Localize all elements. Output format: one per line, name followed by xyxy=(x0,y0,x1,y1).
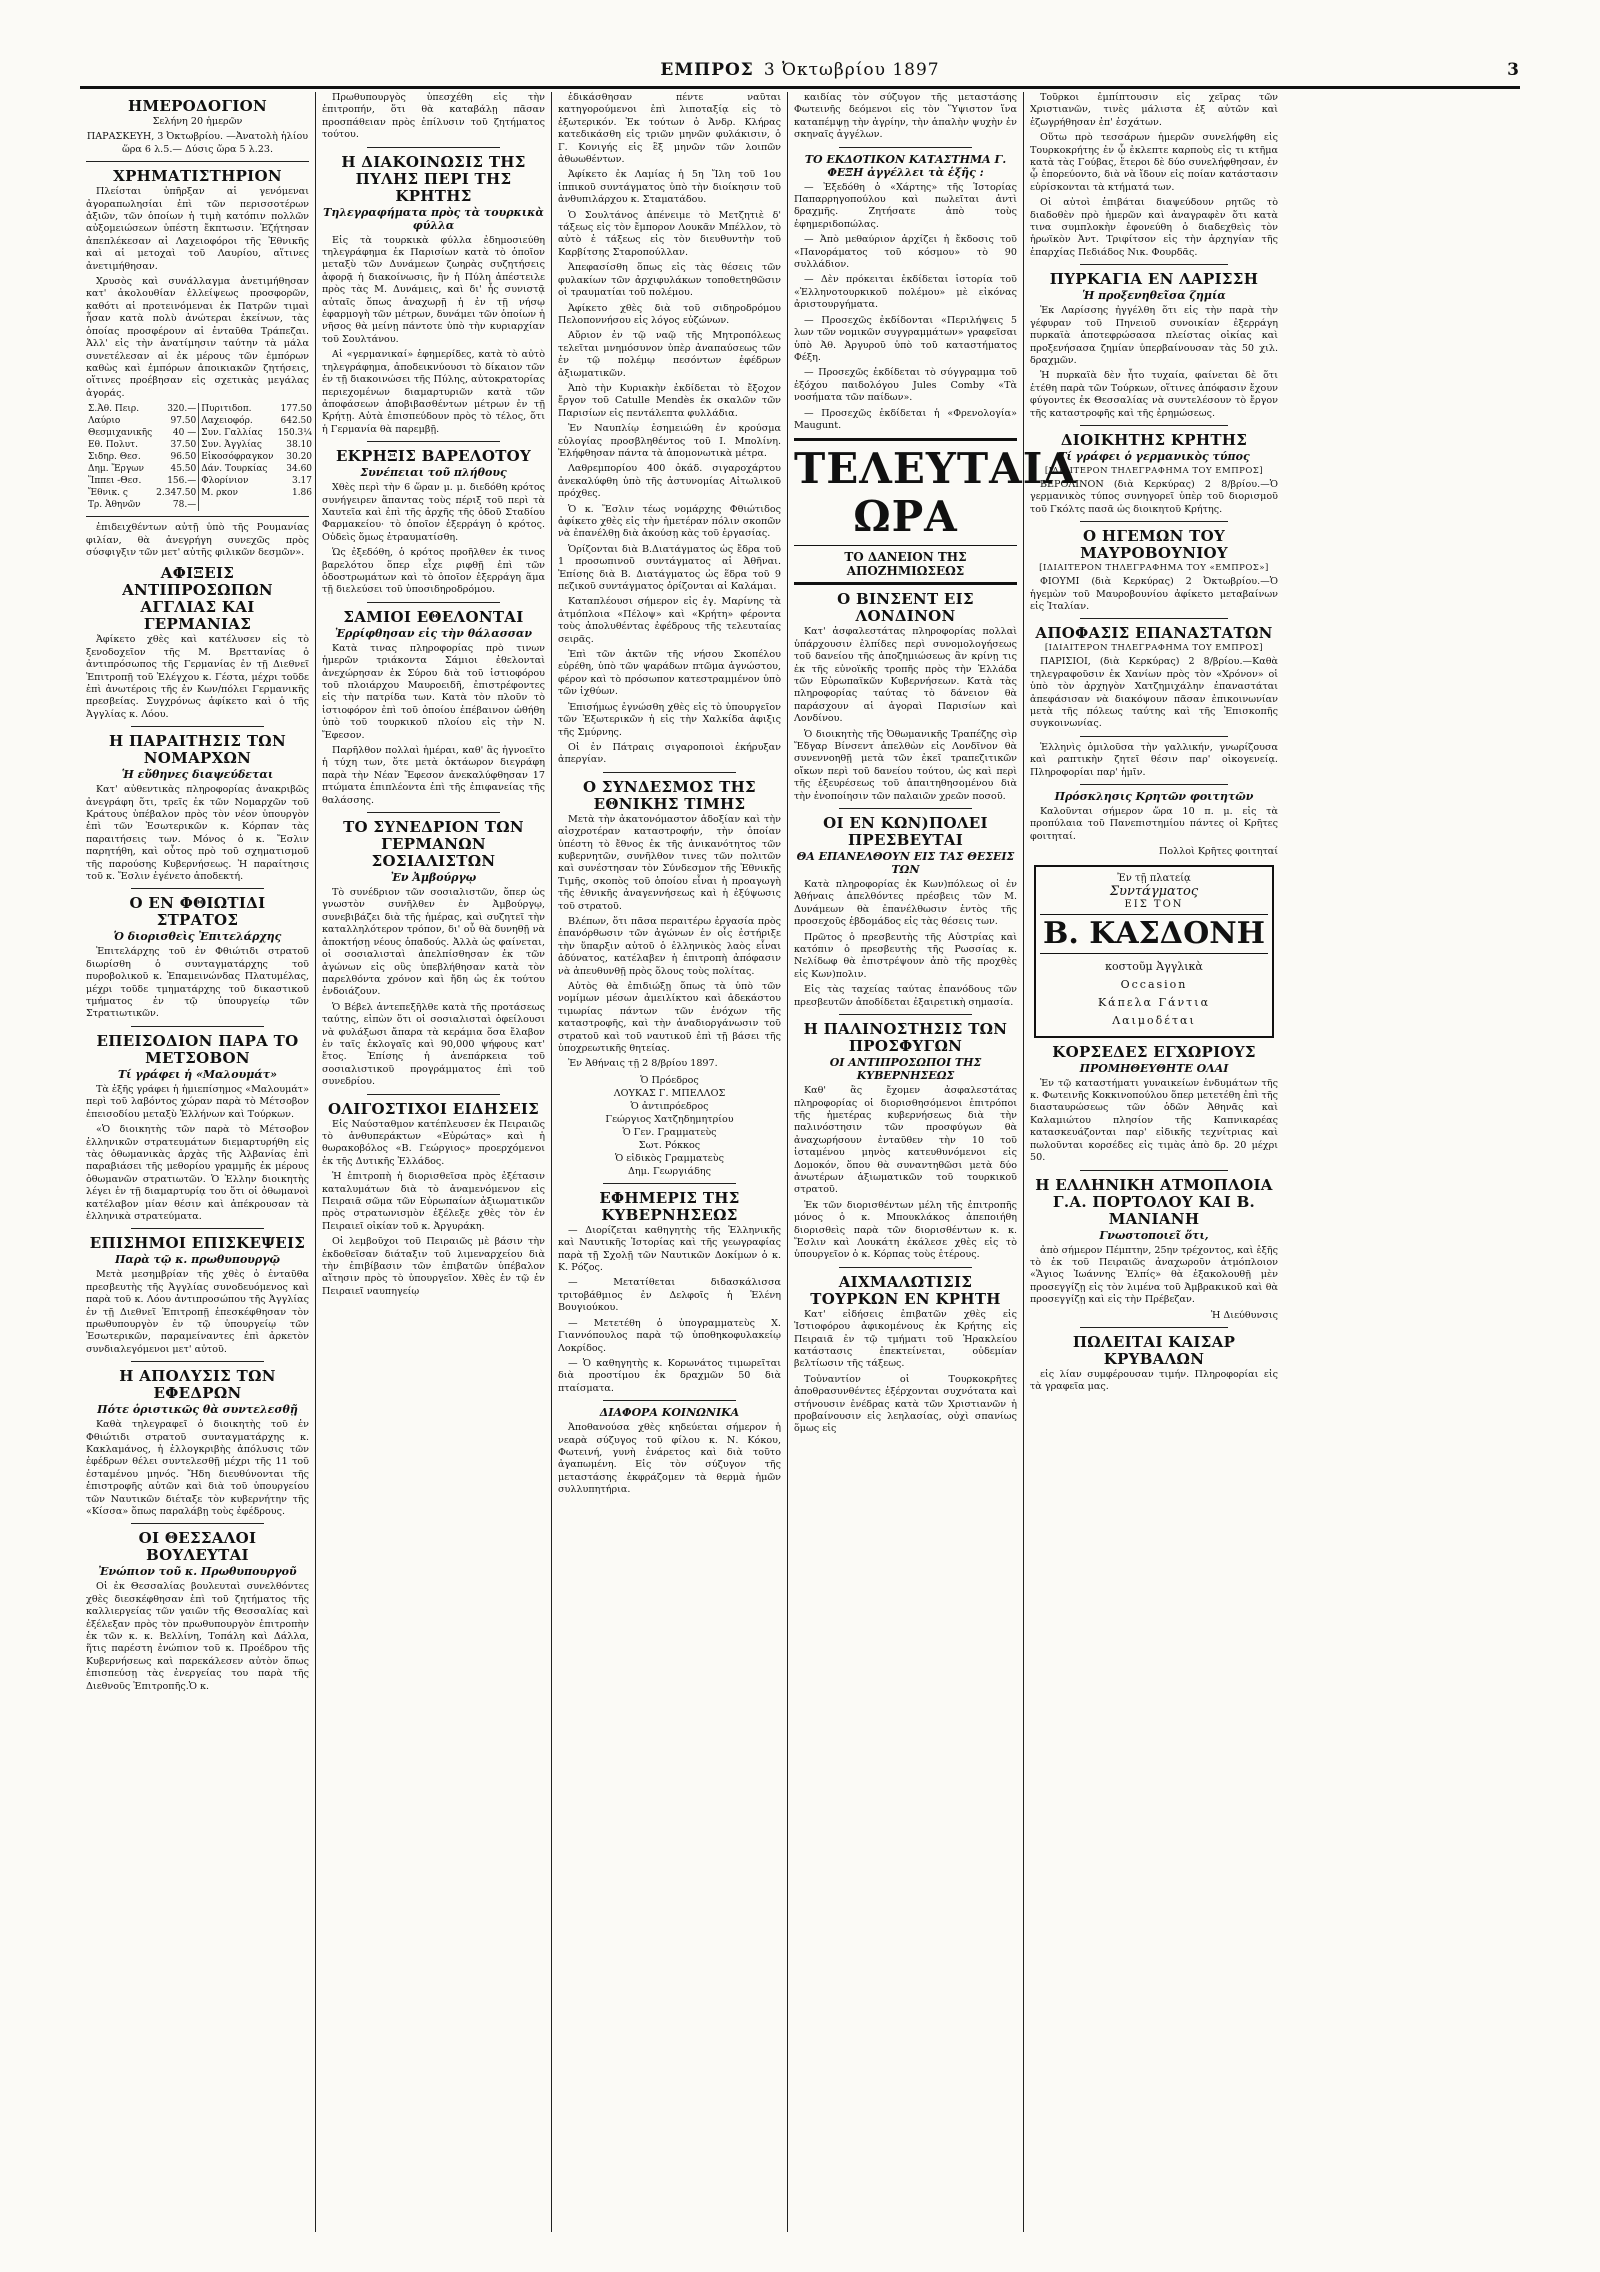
subheadline: Ἡ εὔθηνες διαψεύδεται xyxy=(121,768,274,782)
article-text: Ἀπὸ τὴν Κυριακὴν ἐκδίδεται τὸ ἔξοχον ἔργον τοῦ Catulle Mendès ἐκ σκαλῶν τῶν Παρισίων εἰς πεντάλεπτα φυλλάδια. xyxy=(558,382,781,419)
table-cell: Συν. Ἀγγλίας xyxy=(201,440,262,451)
article-text: Τὰ ἐξῆς γράφει ἡ ἡμιεπίσημος «Μαλουμάτ» περὶ τοῦ λαβόντος χώραν παρὰ τὸ Μέτσοβον ἐπεισοδίου μεταξὺ Ἑλλήνων καὶ Τούρκων. xyxy=(86,1083,309,1120)
table-cell: Τρ. Ἀθηνῶν xyxy=(88,500,141,511)
article-text: Αὐτὸς θὰ ἐπιδιώξῃ ὅπως τὰ ὑπὸ τῶν νομίμων μέσων ἀμειλίκτου καὶ ἀδεκάστου τιμωρίας πάντων τῶν ἐνόχων τῆς καταστροφῆς, καὶ τὴν ἀναδιοργάνωσιν τοῦ στρατοῦ καὶ τοῦ ναυτικοῦ ἐπὶ τῇ βάσει τῆς ὑποχρεωτικῆς θητείας. xyxy=(558,981,781,1055)
table-row xyxy=(86,427,314,439)
article-text: Εἰς τὰς ταχείας ταύτας ἐπανόδους τῶν πρεσβευτῶν ἀποδίδεται ἐξαιρετικὴ σημασία. xyxy=(794,984,1017,1008)
signatory-title: Ὁ ἀντιπρόεδρος xyxy=(630,1100,709,1112)
article-text: Καλοῦνται σήμερον ὥρα 10 π. μ. εἰς τὰ προπύλαια τοῦ Πανεπιστημίου πάντες οἱ Κρῆτες φοιτηταί. xyxy=(1030,806,1278,842)
article-text: Ὁρίζονται διὰ Β.Διατάγματος ὡς ἔδρα τοῦ 1 προσωπινοῦ συντάγματος αἱ Ἀθῆναι. Ἐπίσης διὰ Β. Διατάγματος ὡς ἕδρα τοῦ 9 πεζικοῦ συντάγματος ὁρίζονται αἱ Καλάμαι. xyxy=(558,543,781,593)
article-text: — Προσεχῶς ἐκδίδεται τὸ σύγγραμμα τοῦ ἐξόχου παιδολόγου Jules Comby «Τὰ νοσήματα τῶν παίδων». xyxy=(794,367,1017,404)
article-text: ΒΕΡΟΛΙΝΟΝ (διὰ Κερκύρας) 2 8/βρίου.—Ὁ γερμανικὸς τύπος συνηγορεῖ ὑπὲρ τοῦ διορισμοῦ τοῦ Γκόλτς πασᾶ ὡς διοικητοῦ Κρήτης. xyxy=(1030,478,1278,515)
issue-date: 3 Ὀκτωβρίου 1897 xyxy=(763,60,940,80)
masthead-rule xyxy=(80,86,1520,89)
article-text: Κατ' αὐθεντικὰς πληροφορίας ἀνακριβῶς ἀνεγράφη ὅτι, τρεῖς ἐκ τῶν Νομαρχῶν τοῦ Κράτους ὑπέβαλον πρὸς τὸν νέον ὑπουργὸν ἐπὶ τῶν Ἐσωτερικῶν κ. Κόρπαν τὰς παραιτήσεις των. Μόνος ὁ κ. Ἔσλιν παρητήθη, καὶ οὗτος πρὸ τοῦ σχηματισμοῦ τῆς παρούσης Κυβερνήσεως. Ἡ παραίτησις τοῦ κ. Ἔσλιν ἐγένετο ἀποδεκτή. xyxy=(86,784,309,883)
headline: ΠΩΛΕΙΤΑΙ ΚΑΙΣΑΡ ΚΡΥΒΑΛΩΝ xyxy=(1072,1332,1236,1368)
table-cell: 40 — xyxy=(154,427,199,439)
article-text: Αἱ «γερμανικαί» ἐφημερίδες, κατὰ τὸ αὐτὸ τηλεγράφημα, ἀποδεικνύουσι τὸ δίκαιον τῶν ἐν τῇ διακοινώσει τῆς Πύλης, αὐτοκρατορίας περιεχομένων διαμαρτυριῶν κατὰ τῶν ἀποφάσεων ἀποβιβασθέντων μέτρων ἐν τῇ Κρήτῃ. Αὐτὰ ἐπισπεύδουν πρὸς τὸ τέλος, ὅτι ἡ Γερμανία θὰ παρεμβῇ. xyxy=(322,349,545,435)
table-cell: Δημ. Ἔργων xyxy=(88,464,145,475)
article-text: Ἡ πυρκαϊὰ δὲν ἦτο τυχαία, φαίνεται δὲ ὅτι ἐτέθη παρὰ τῶν Τούρκων, οἵτινες ἀπόφασιν ἔχουν φύγοντες ἐκ Θεσσαλίας νὰ συντελέσουν τὸ ἔργον τῆς καταστροφῆς καὶ τῆς ἐρημώσεως. xyxy=(1030,370,1278,419)
article-text: Τοὐναντίον οἱ Τουρκοκρῆτες ἀποθρασυνθέντες ἐξέρχονται συχνότατα καὶ στήνουσιν ἐνέδρας κατὰ τῶν Χριστιανῶν ἡ προβαίνουσιν εἰς λεηλασίας, οὐχὶ σπανίως ὅμως εἰς xyxy=(794,1373,1017,1435)
divider xyxy=(1080,425,1229,426)
divider xyxy=(86,161,309,162)
article-text: Κατ' ἀσφαλεστάτας πληροφορίας πολλαὶ ὑπάρχουσιν ἐλπίδες περὶ συνομολογήσεως τοῦ δανείου τῆς ἀποζημιώσεως ἂν κρίνῃ τις ἐκ τῆς εὐνοϊκῆς τροπῆς πρὸς τὴν Ἑλλάδα τῶν Εὐρωπαϊκῶν Κυβερνήσεων. Κατὰ τὰς πληροφορίας ταύτας τὸ δάνειον θὰ παράσχουν αἱ ἀγοραὶ Παρισίων καὶ Λονδίνου. xyxy=(794,626,1017,725)
article-text: — Ὁ καθηγητὴς κ. Κορωνάτος τιμωρεῖται διὰ προστίμου ἐκ δραχμῶν 50 διὰ πταίσματα. xyxy=(558,1357,781,1394)
article-text: Ὡς ἐξεδόθη, ὁ κρότος προῆλθεν ἐκ τινος βαρελότου ὅπερ εἶχε ριφθῇ ἐπὶ τῶν ὀδοστρωμάτων καὶ τὸ ὁποῖον ἐξερράγη ἅμα τῇ διελεύσει τοῦ ὑποσιδηροδρόμου. xyxy=(322,547,545,596)
signatory-title: Ὁ εἰδικὸς Γραμματεὺς xyxy=(615,1152,724,1164)
article-text: Ἐν τῷ καταστήματι γυναικείων ἐνδυμάτων τῆς κ. Φωτεινῆς Κοκκινοπούλου ὅπερ μετετέθη ἐπὶ τῆς διασταυρώσεως τῶν ὁδῶν Ἀθηνᾶς καὶ Καλαμιώτου πλησίον τῆς Καπνικαρέας κατασκευάζονται παρ' εἰδικῆς τεχνίτριας καὶ πωλοῦνται κορσέδες εἰς τιμὰς ἀπὸ δρ. 20 μέχρι 50. xyxy=(1030,1077,1278,1164)
article-signature: Πολλοὶ Κρῆτες φοιτηταί xyxy=(1158,846,1278,858)
divider xyxy=(1080,1170,1229,1171)
divider xyxy=(603,1400,737,1401)
article-text: Τοῦρκοι ἐμπίπτουσιν εἰς χεῖρας τῶν Χριστιανῶν, τινὲς μάλιστα ἐξ αὐτῶν καὶ ἐζωγρήθησαν ἐπ' ἐσχάτων. xyxy=(1030,92,1278,128)
headline: ΟΙ ΘΕΣΣΑΛΟΙ ΒΟΥΛΕΥΤΑΙ xyxy=(138,1529,257,1565)
ad-line: Ἐν τῇ πλατείᾳ xyxy=(1117,872,1191,884)
subheadline: ΘΑ ΕΠΑΝΕΛΘΟΥΝ ΕΙΣ ΤΑΣ ΘΕΣΕΙΣ ΤΩΝ xyxy=(796,850,1015,877)
article-text: Ἀφίκετο ἐκ Λαμίας ἡ 5η Ἴλη τοῦ 1ου ἱππικοῦ συντάγματος ὑπὸ τὴν διοίκησιν τοῦ ἀνθυπιλάρχου κ. Σταματάδου. xyxy=(558,169,781,206)
headline: ΑΙΧΜΑΛΩΤΙΣΙΣ ΤΟΥΡΚΩΝ ΕΝ ΚΡΗΤΗ xyxy=(810,1272,1001,1308)
headline: Η ΔΙΑΚΟΙΝΩΣΙΣ ΤΗΣ ΠΥΛΗΣ ΠΕΡΙ ΤΗΣ ΚΡΗΤΗΣ xyxy=(341,152,526,205)
table-cell: Εἰκοσόφραγκον xyxy=(201,452,274,463)
column-3 xyxy=(552,92,788,2232)
headline: Η ΑΠΟΛΥΣΙΣ ΤΩΝ ΕΦΕΔΡΩΝ xyxy=(119,1367,276,1403)
subheadline: Συνέπειαι τοῦ πλήθους xyxy=(360,466,507,480)
divider xyxy=(367,1094,501,1095)
moon-line: Σελήνη 20 ἡμερῶν xyxy=(152,116,243,127)
headline: Η ΕΛΛΗΝΙΚΗ ΑΤΜΟΠΛΟΙΑ Γ.Α. ΠΟΡΤΟΛΟΥ ΚΑΙ Β. ΜΑΝΙΑΝΗ xyxy=(1035,1175,1273,1228)
article-text: Ἀφίκετο χθὲς διὰ τοῦ σιδηροδρόμου Πελοποννήσου εἰς λόγος εὐζώνων. xyxy=(558,302,781,326)
table-cell: Πυριτιδοπ. xyxy=(201,404,252,415)
table-cell: Σ.Ἀθ. Πειρ. xyxy=(88,404,140,415)
subheadline: Ὁ διορισθεὶς Ἐπιτελάρχης xyxy=(113,930,282,944)
headline: Η ΠΑΛΙΝΟΣΤΗΣΙΣ ΤΩΝ ΠΡΟΣΦΥΓΩΝ xyxy=(803,1020,1008,1056)
table-cell: Εθ. Πολυτ. xyxy=(88,440,138,451)
classified-text: Ἑλληνὶς ὁμιλοῦσα τὴν γαλλικήν, γνωρίζουσα καὶ ραπτικὴν ζητεῖ θέσιν παρ' οἰκογενείᾳ. Πληροφορίαι παρ' ἡμῖν. xyxy=(1030,741,1278,778)
article-text: ΠΑΡΙΣΙΟΙ, (διὰ Κερκύρας) 2 8/βρίου.—Καθὰ τηλεγραφοῦσιν ἐκ Χανίων πρὸς τὸν «Χρόνον» οἱ ὑπὸ τὸν ἀρχηγὸν Χατζημιχάλην ἐπαναστάται ἀπεφάσισαν νὰ διακόψουν πᾶσαν ἐπικοινωνίαν μετὰ τῆς πόλεως ταύτης καὶ τῆς Ἐπισκοπῆς συγκοινωνίας. xyxy=(1030,656,1278,730)
headline: ΑΦΙΞΕΙΣ ΑΝΤΙΠΡΟΣΩΠΩΝ ΑΓΓΛΙΑΣ ΚΑΙ ΓΕΡΜΑΝΙΑΣ xyxy=(122,564,273,634)
table-cell: 3.17 xyxy=(291,476,313,487)
article-text: Χθὲς περὶ τὴν 6 ὥραν μ. μ. διεδόθη κρότος συνήγειρεν ἅπαντας τοὺς πέριξ τοῦ περὶ τὰ Χαυτεῖα καὶ ἐπὶ τῆς ἀρχῆς τῆς ὁδοῦ Σταδίου Φαρμακείου· τὸ ὁποῖον ἐξερράγη ὁ κρότος. Οὐδεὶς ὅμως ἐτραυματίσθη. xyxy=(322,482,545,543)
divider xyxy=(839,147,973,148)
subheadline: Τηλεγραφήματα πρὸς τὰ τουρκικὰ φύλλα xyxy=(323,205,544,232)
headline: Ο ΣΥΝΔΕΣΜΟΣ ΤΗΣ ΕΘΝΙΚΗΣ ΤΙΜΗΣ xyxy=(583,777,756,813)
signatories xyxy=(558,1074,781,1178)
subheadline: ΟΙ ΑΝΤΙΠΡΟΣΩΠΟΙ ΤΗΣ ΚΥΒΕΡΝΗΣΕΩΣ xyxy=(829,1056,982,1083)
subheadline: ΤΟ ΕΚΔΟΤΙΚΟΝ ΚΑΤΑΣΤΗΜΑ Γ. ΦΕΞΗ ἀγγέλλει τὰ ἑξῆς : xyxy=(804,152,1007,179)
article-text: Πρωθυπουργὸς ὑπεσχέθη εἰς τὴν ἐπιτροπήν, ὅτι θὰ καταβάλῃ πᾶσαν προσπάθειαν πρὸς ἐπίλυσιν τοῦ ζητήματος τούτου. xyxy=(322,92,545,141)
column-1 xyxy=(80,92,316,2232)
headline: ΕΚΡΗΞΙΣ ΒΑΡΕΛΟΤΟΥ xyxy=(335,447,532,466)
table-cell: Ἵππει -Θεσ. xyxy=(88,476,142,487)
article-text: Καθ' ἃς ἔχομεν ἀσφαλεστάτας πληροφορίας οἱ διορισθησόμενοι ἐπιτρόποι τῆς ἡμετέρας κυβερνήσεως διὰ τὴν παλινόστησιν τῶν προσφύγων θὰ ἀναχωρήσουν ἐνταῦθεν τὴν 10 τοῦ ἱσταμένου μηνὸς κατευθυνόμενοι εἰς Δομοκόν, ὅπου θὰ συναντηθῶσι μετὰ δύο ἀνωτέρων ἀξιωματικῶν τοῦ τουρκικοῦ στρατοῦ. xyxy=(794,1085,1017,1196)
article-text: Εἰς τὰ τουρκικὰ φύλλα ἐδημοσιεύθη τηλεγράφημα ἐκ Παρισίων κατὰ τὸ ὁποῖον μεταξὺ τῶν Δυνάμεων ζωηρὰς συζητήσεις ἀφορᾷ ἡ διακοίνωσις, ἣν ἡ Πύλη ἀπέστειλε πρὸς τὰς Μ. Δυνάμεις, καὶ δι' ἧς συνιστᾷ αὐταῖς ὅπως ἀναχωρῇ ἡ ἐν τῇ νήσῳ ἐφαρμογὴ τῶν μέτρων, δυνάμει τῶν ὁποίων ἡ νῆσος θὰ μείνῃ πάντοτε ὑπὸ τὴν κυριαρχίαν τοῦ Σουλτάνου. xyxy=(322,234,545,345)
table-cell: 156.— xyxy=(154,475,199,487)
article-text: Ὁ κ. Ἔσλιν τέως νομάρχης Φθιώτιδος ἀφίκετο χθὲς εἰς τὴν ἡμετέραν πόλιν σκοπῶν νὰ ἐπανέλθῃ διὰ ἀκούσῃ κὰς τοῦ ἐργασίας. xyxy=(558,503,781,540)
article-text: Κατὰ πληροφορίας ἐκ Κων)πόλεως οἱ ἐν Ἀθήναις ἀπελθόντες πρέσβεις τῶν Μ. Δυνάμεων θὰ ἐπανέλθωσιν ἐντὸς τῆς προσεχοῦς ἑβδομάδος εἰς τὰς θέσεις των. xyxy=(794,879,1017,928)
article-text: εἰς λίαν συμφέρουσαν τιμήν. Πληροφορίαι εἰς τὰ γραφεῖα μας. xyxy=(1030,1368,1278,1393)
divider xyxy=(131,1361,265,1362)
divider xyxy=(1080,736,1229,737)
divider xyxy=(131,888,265,889)
divider xyxy=(367,602,501,603)
table-cell: 78.— xyxy=(154,499,199,511)
kasdonis-advertisement xyxy=(1034,865,1274,1038)
table-cell: 97.50 xyxy=(154,415,199,427)
headline: Ο ΗΓΕΜΩΝ ΤΟΥ ΜΑΥΡΟΒΟΥΝΙΟΥ xyxy=(1080,527,1228,563)
article-text: Πλείσται ὑπῆρξαν αἱ γενόμεναι ἀγοραπωλησίαι ἐπὶ τῶν περισσοτέρων ἀξιῶν, τῶν ὁποίων ἡ τιμὴ κατόπιν πολλῶν αὐξομειώσεων ὑπέστη ἔκπτωσιν. Ἐζήτησαν ἀπεπλέκεσαν αἱ Λαχειοφόροι τῆς Ἐθνικῆς καὶ αἱ μετοχαὶ τοῦ Λαυρίου, αἵτινες ἀνετιμήθησαν. xyxy=(86,186,309,272)
signatory-title: Ὁ Γεν. Γραμματεὺς xyxy=(622,1126,717,1138)
divider xyxy=(1080,784,1229,785)
divider xyxy=(1080,521,1229,522)
table-cell: 45.50 xyxy=(154,463,199,475)
divider xyxy=(86,516,309,517)
telegram-label: [ΙΔΙΑΙΤΕΡΟΝ ΤΗΛΕΓΡΑΦΗΜΑ ΤΟΥ ΕΜΠΡΟΣ] xyxy=(1044,643,1264,654)
divider xyxy=(1080,618,1229,619)
headline: ΑΠΟΦΑΣΙΣ ΕΠΑΝΑΣΤΑΤΩΝ xyxy=(1035,624,1273,643)
signatory-title: Ὁ Πρόεδρος xyxy=(640,1074,699,1086)
telegram-label: [ΙΔΙΑΙΤΕΡΟΝ ΤΗΛΕΓΡΑΦΗΜΑ ΤΟΥ ΕΜΠΡΟΣ] xyxy=(1044,465,1264,476)
signatory-name: Δημ. Γεωργιάδης xyxy=(628,1165,711,1177)
headline: Ο ΒΙΝΣΕΝΤ ΕΙΣ ΛΟΝΔΙΝΟΝ xyxy=(837,590,974,626)
article-text: Τὸ συνέδριον τῶν σοσιαλιστῶν, ὅπερ ὡς γνωστὸν συνῆλθεν ἐν Ἀμβούργῳ, συνεβιβάζει διὰ τῆς ἡμέρας, καὶ συζητεῖ τὴν καταλληλότερον τρόπον, δι' οὗ θὰ δυνηθῇ νὰ ἀποκτήσῃ νέους ὀπαδούς. Ἀλλὰ ὡς φαίνεται, οἱ σοσιαλισταὶ ἀπελπίσθησαν ἐκ τῶν ἀγώνων εἰς οὓς ὑπεβλήθησαν κατὰ τὸν παρελθόντα χρόνον καὶ ἤδη ὡς ἐκ τούτου ἐνδοιάζουν. xyxy=(322,887,545,998)
divider xyxy=(839,1014,973,1015)
article-text: Ἡ ἐπιτροπὴ ἡ διορισθεῖσα πρὸς ἐξέτασιν καταλυμάτων διὰ τὸ ἀναμενόμενον εἰς Πειραιᾶ σῶμα τῶν Εὐρωπαίων ἀξιωματικῶν πρὸς στρατωνισμὸν ἐξέλεξε χθὲς τὸν ἐν Πειραιεῖ οἰκίαν τοῦ κ. Ἀργυράκη. xyxy=(322,1171,545,1232)
ad-line: Λαιμοδέται xyxy=(1112,1013,1196,1027)
article-text: «Ὁ διοικητὴς τῶν παρὰ τὸ Μέτσοβον ἑλληνικῶν στρατευμάτων διεμαρτυρήθη εἰς τὰς ὀθωμανικὰς ἀρχὰς τῆς Ἀλβανίας ἐπὶ παραβιάσει τῆς μεθορίου γραμμῆς ἐκ μέρους ὀθωμανῶν στρατιωτῶν. Ὁ Ἑλλην διοικητὴς λέγει ἐν τῇ διαμαρτυρίᾳ του ὅτι οἱ ὀθωμανοὶ κατέλαβον μίαν θέσιν καὶ ἀπέκρουσαν τὰ ἑλληνικὰ στρατεύματα. xyxy=(86,1124,309,1222)
divider xyxy=(1080,264,1229,265)
ad-line: Κάπελα Γάντια xyxy=(1097,995,1211,1009)
table-cell: 150.3¼ xyxy=(277,428,313,439)
article-text: Ἐπισήμως ἐγνώσθη χθὲς εἰς τὸ ὑπουργεῖον τῶν Ἐξωτερικῶν ἡ εἰς τὴν Χαλκίδα ἀφιξις τῆς Σμύρνης. xyxy=(558,701,781,738)
stock-exchange-heading: ΧΡΗΜΑΤΙΣΤΗΡΙΟΝ xyxy=(113,167,282,186)
subheadline: Γνωστοποιεῖ ὅτι, xyxy=(1099,1228,1209,1242)
subheadline: Ἐν Ἀμβούργῳ xyxy=(390,871,477,885)
article-signature: Ἡ Διεύθυνσις xyxy=(1210,1309,1278,1321)
article-text: καιδίας τὸν σύζυγον τῆς μεταστάσης Φωτεινῆς δεόμενοι εἰς τὸν Ὕψιστον ἵνα καταπέμψῃ τὴν ἀγρίην, τὴν ἁπαλὴν ψυχὴν ἐν σκηναῖς ἀγγέλων. xyxy=(794,92,1017,141)
signatory-name: Γεώργιος Χατζηδημητρίου xyxy=(605,1113,734,1125)
article-text: — Μετατίθεται διδασκάλισσα τριτοβάθμιος ἐν Δελφοῖς ἡ Ἑλένη Βουγιούκου. xyxy=(558,1277,781,1314)
table-cell: Ἔθνικ. ς xyxy=(88,488,128,499)
article-text: Οἱ αὐτοὶ ἐπιβάται διαψεύδουν ρητῶς τὸ διαδοθὲν πρὸ ἡμερῶν καὶ ἀναγραφὲν ὅτι κατὰ τινα συμπλοκὴν ἐφονεύθη ὁ διαδεχθεὶς τὸν ἡρωϊκὸν Ἀντ. Τριφίτσον εἰς τὴν ἀρχηγίαν τῆς ἐπαρχίας Πεδιάδος Νικ. Φουρδᾶς. xyxy=(1030,197,1278,258)
subheadline: Πότε ὁριστικῶς θὰ συντελεσθῇ xyxy=(97,1403,298,1417)
divider xyxy=(367,147,501,148)
article-text: Ἐπιτελάρχης τοῦ ἐν Φθιώτιδι στρατοῦ διωρίσθη ὁ συνταγματάρχης τοῦ πυροβολικοῦ κ. Ἐπαμεινώνδας Πλατυμέλας, μέχρι τοῦδε τμηματάρχης τοῦ δικαστικοῦ τμήματος ἐν τῷ ὑπουργείῳ τῶν Στρατιωτικῶν. xyxy=(86,946,309,1020)
article-text: Ἀπεφασίσθη ὅπως εἰς τὰς θέσεις τῶν φυλακίων τῶν ἀρχιφυλάκων τοποθετηθῶσιν οἱ τραυματίαι τοῦ πολέμου. xyxy=(558,262,781,299)
table-cell: 30.20 xyxy=(286,452,313,463)
banner-subtitle: ΤΟ ΔΑΝΕΙΟΝ ΤΗΣ ΑΠΟΖΗΜΙΩΣΕΩΣ xyxy=(794,545,1017,578)
article-text: ἀπὸ σήμερον Πέμπτην, 25ην τρέχοντος, καὶ ἑξῆς τὸ ἐκ τοῦ Πειραιῶς ἀναχωροῦν ἀτμόπλοιον «Ἅγιος Ἰωάννης Ἐλπίς» θὰ ἐξακολουθῇ μὲν προσεγγίζῃ εἰς τὸν λιμένα τοῦ Ἀμβρακικοῦ καὶ θὰ προσεγγίζῃ καὶ εἰς τὴν Πρέβεζαν. xyxy=(1030,1244,1278,1306)
article-text: Οὕτω πρὸ τεσσάρων ἡμερῶν συνελήφθη εἰς Τουρκοκρήτης ἐν ᾧ ἐκλεπτε καρποὺς εἰς τι κτῆμα κατὰ τὰς Γούβας, ἕτεροι δὲ δύο συνελήφθησαν, ἐν ᾧ ἐπορεύοντο, διὰ νὰ ἴδουν εἰς ποίαν κατάστασιν εὑρίσκονται τὰ κτήματά των. xyxy=(1030,132,1278,193)
table-cell: 2.347.50 xyxy=(154,487,199,499)
dateline: Ἐν Ἀθήναις τῇ 2 8/βρίου 1897. xyxy=(568,1058,718,1070)
table-cell: Λαχειοφόρ. xyxy=(201,416,253,427)
article-text: Πρῶτος ὁ πρεσβευτὴς τῆς Αὐστρίας καὶ κατόπιν ὁ πρεσβευτὴς τῆς Ρωσσίας κ. Νελίδωφ θὰ ἐπιστρέψουν ἀπὸ τῆς προχθὲς εἰς Κων)πολιν. xyxy=(794,931,1017,980)
table-cell: 34.60 xyxy=(286,464,313,475)
subheadline: Ἡ προξενηθεῖσα ζημία xyxy=(1082,289,1226,303)
ad-line: Συντάγματος xyxy=(1109,883,1199,899)
table-cell: Συν. Γαλλίας xyxy=(201,428,263,439)
table-cell xyxy=(276,499,315,511)
subheadline: Τί γράφει ἡ «Μαλουμάτ» xyxy=(118,1067,277,1081)
table-cell: 320.— xyxy=(154,403,199,415)
ad-line: κοστοῦμ Ἀγγλικὰ xyxy=(1105,959,1203,973)
article-text: Ἐπὶ τῶν ἀκτῶν τῆς νήσου Σκοπέλου εὑρέθη, ὑπὸ τῶν ψαράδων πτῶμα ἀγνώστου, φέρον καὶ τὸ πρόσωπον κατεστραμμένον ὑπὸ τῶν ἰχθύων. xyxy=(558,649,781,698)
divider xyxy=(603,1183,737,1184)
headline: ΕΠΙΣΗΜΟΙ ΕΠΙΣΚΕΨΕΙΣ xyxy=(89,1234,306,1253)
headline: Η ΠΑΡΑΙΤΗΣΙΣ ΤΩΝ ΝΟΜΑΡΧΩΝ xyxy=(109,732,286,768)
table-cell: 37.50 xyxy=(154,439,199,451)
subheadline: Ἐρρίφθησαν εἰς τὴν θάλασσαν xyxy=(334,626,533,640)
table-row xyxy=(86,439,314,451)
article-text: — Ἀπὸ μεθαύριον ἀρχίζει ἡ ἔκδοσις τοῦ «Πανοράματος τοῦ κόσμου» τὸ 90 συλλάδιον. xyxy=(794,234,1017,271)
article-text: Ἐκ Λαρίσσης ἠγγέλθη ὅτι εἰς τὴν παρὰ τὴν γέφυραν τοῦ Πηνειοῦ συνοικίαν ἐξερράγη πυρκαϊὰ ἀποτεφρώσασα πλείστας οἰκίας καὶ προξενήσασα ζημίαν ὑπερβαίνουσαν τὰς 50 χιλ. δραχμῶν. xyxy=(1030,305,1278,366)
subheadline: ΔΙΑΦΟΡΑ ΚΟΙΝΩΝΙΚΑ xyxy=(599,1406,740,1420)
masthead xyxy=(80,56,1520,84)
table-cell: Φλορίνιον xyxy=(201,476,249,487)
ad-shop-name: Β. ΚΑΣΔΟΝΗ xyxy=(1040,914,1268,954)
column-4 xyxy=(788,92,1077,2232)
column-2 xyxy=(316,92,552,2232)
table-cell: 642.50 xyxy=(280,416,313,427)
table-row xyxy=(86,487,314,499)
headline: ΣΑΜΙΟΙ ΕΘΕΛΟΝΤΑΙ xyxy=(343,607,524,626)
subheadline: ΠΡΟΜΗΘΕΥΘΗΤΕ ΟΛΑΙ xyxy=(1079,1061,1229,1075)
article-text: Ἐκ τῶν διορισθέντων μέλη τῆς ἐπιτροπῆς μόνος ὁ κ. Μπουκλάκος ἀπεποιήθη διορισθεὶς παρὰ τῶν διορισθέντων κ. κ. Ἔσλιν καὶ Λουκάτη ἐκάλεσε χθὲς εἰς τὸ ὑπουργεῖον ὁ κ. Κόρπας τοὺς ἑτέρους. xyxy=(794,1199,1017,1261)
table-cell: 1.86 xyxy=(291,488,313,499)
headline: ΟΛΙΓΟΣΤΙΧΟΙ ΕΙΔΗΣΕΙΣ xyxy=(327,1099,540,1118)
table-cell: Θεσμιχανικῆς xyxy=(88,428,153,439)
divider xyxy=(131,1523,265,1524)
newspaper-name: ΕΜΠΡΟΣ xyxy=(660,60,754,80)
article-text: ἐπιδειχθέντων αὐτῇ ὑπὸ τῆς Ρουμανίας φιλίαν, θὰ ἀνεγρήγη συνεχῶς πρὸς σύσφιγξιν τῶν μετ' αὐτῆς φιλικῶν δεσμῶν». xyxy=(86,522,309,558)
market-table xyxy=(86,403,314,511)
article-text: — Μετετέθη ὁ ὑπογραμματεὺς Χ. Γιαννόπουλος παρὰ τῷ ὑποθηκοφυλακείῳ Λοκρίδος. xyxy=(558,1317,781,1354)
divider xyxy=(839,808,973,809)
subheadline: Πρόσκλησις Κρητῶν φοιτητῶν xyxy=(1054,790,1254,804)
article-text: — Δὲν πρόκειται ἐκδίδεται ἱστορία τοῦ «Ἑλληνοτουρκικοῦ πολέμου» μὲ εἰκόνας ἀριστουργήματα. xyxy=(794,274,1017,311)
article-text: Ὁ Σουλτάνος ἀπένειμε τὸ Μετζητιὲ δ' τάξεως εἰς τὸν ἔμπορον Λουκᾶν Μπέλλον, τὸ αὐτὸ ἐ τάξεως εἰς τὸν διευθυντὴν τοῦ Καρβίτσης Σταροπούλλαν. xyxy=(558,209,781,258)
article-text: Ἐν Ναυπλίῳ ἐσημειώθη ἐν κρούσμα εὐλογίας προσβληθέντος τοῦ Ι. Μπολίνη. Ἐλήφθησαν πάντα τὰ ἀπομονωτικὰ μέτρα. xyxy=(558,423,781,459)
article-text: — Προσεχῶς ἐκδίδονται «Περιλήψεις 5 λων τῶν νομικῶν συγγραμμάτων» γραφεῖσαι ὑπὸ Ἀθ. Ἀργυροῦ ὑπὸ τοῦ καταστήματος Φέξη. xyxy=(794,314,1017,363)
table-row xyxy=(86,403,314,415)
article-text: Κατ' εἰδήσεις ἐπιβατῶν χθὲς εἰς Ἰστιοφόρου ἀφικομένους ἐκ Κρήτης εἰς Πειραιᾶ ἐν τῷ τμήματι τοῦ Ἡρακλείου κατάστασις ἐπεκτείνεται, οὐδεμίαν βελτίωσιν τῆς τάξεως. xyxy=(794,1308,1017,1370)
table-row xyxy=(86,499,314,511)
article-text: Ἀφίκετο χθὲς καὶ κατέλυσεν εἰς τὸ ξενοδοχεῖον τῆς Μ. Βρεττανίας ὁ ἀντιπρόσωπος τῆς Γερμανίας ἐν τῇ Διεθνεῖ Ἐπιτροπῇ τοῦ Ἐλέγχου κ. Γέστα, μέχρι τοῦδε ἐπὶ ἀνωτέροις τῆς ἐν Κων/πόλει Γερμανικῆς πρεσβείας. Συγχρόνως ἀφίκετο καὶ ὁ τῆς Ἀγγλίας κ. Λόου. xyxy=(86,634,309,720)
article-text: — Ἐξεδόθη ὁ «Χάρτης» τῆς Ἱστορίας Παπαρρηγοπούλου καὶ πωλεῖται ἀντὶ δραχμῆς. Ζητήσατε ἀπὸ τοὺς ἐφημεριδοπώλας. xyxy=(794,181,1017,230)
signatory-name: Σωτ. Ρόκκος xyxy=(638,1139,701,1151)
table-row xyxy=(86,463,314,475)
article-text: Καταπλέουσι σήμερον εἰς ἐγ. Μαρίνης τὰ ἀτμόπλοια «Πέλοψ» καὶ «Κρήτη» φέροντα τοὺς ἀπολυθέντας ἐφέδρους τῆς τελευταίας σειρᾶς. xyxy=(558,596,781,645)
headline: ΕΠΕΙΣΟΔΙΟΝ ΠΑΡΑ ΤΟ ΜΕΤΣΟΒΟΝ xyxy=(96,1031,299,1067)
article-text: Οἱ ἐκ Θεσσαλίας βουλευταὶ συνελθόντες χθὲς διεσκέφθησαν ἐπὶ τοῦ ζητήματος τῆς καλλιεργείας τῶν γαιῶν τῆς Θεσσαλίας καὶ ἐξέλεξαν πρὸς τὸν πρωθυπουργὸν ἐπιτροπὴν ἐκ τῶν κ. κ. Βελλίνη, Τοπάλη καὶ Δάλλα, ἥτις παρέστη ἐνώπιον τοῦ κ. Προέδρου τῆς Κυβερνήσεως καὶ παρεκάλεσεν αὐτὸν ὅπως ἐπισπεύσῃ τὰς ἐνεργείας του παρὰ τῆς Διεθνοῦς Ἐπιτροπῆς.Ὁ κ. xyxy=(86,1581,309,1692)
subheadline: Ἐνώπιον τοῦ κ. Πρωθυπουργοῦ xyxy=(98,1565,297,1579)
headline: Ο ΕΝ ΦΘΙΩΤΙΔΙ ΣΤΡΑΤΟΣ xyxy=(129,894,266,930)
article-text: Αὔριον ἐν τῷ ναῷ τῆς Μητροπόλεως τελεῖται μνημόσυνον ὑπὲρ ἀναπαύσεως τῶν ἐν τῷ πολέμῳ πεσόντων ἐφέδρων ἀξιωματικῶν. xyxy=(558,330,781,379)
calendar-heading: ΗΜΕΡΟΔΟΓΙΟΝ xyxy=(127,97,267,115)
article-text: Οἱ ἐν Πάτραις σιγαροποιοὶ ἐκήρυξαν ἀπεργίαν. xyxy=(558,741,781,766)
table-cell: Δάν. Τουρκίας xyxy=(201,464,268,475)
sun-line: ΠΑΡΑΣΚΕΥΗ, 3 Ὀκτωβρίου. —Ἀνατολὴ ἡλίου ὥρα 6 λ.5.— Δύσις ὥρα 5 λ.23. xyxy=(86,131,309,155)
headline: ΠΥΡΚΑΓΙΑ ΕΝ ΛΑΡΙΣΣΗ xyxy=(1049,270,1259,289)
table-cell: Μ. ρκον xyxy=(201,488,238,499)
banner-title: ΤΕΛΕΥΤΑΙΑ ΩΡΑ xyxy=(794,444,1077,542)
divider xyxy=(367,441,501,442)
headline: ΕΦΗΜΕΡΙΣ ΤΗΣ ΚΥΒΕΡΝΗΣΕΩΣ xyxy=(599,1188,740,1224)
article-text: Βλέπων, ὅτι πᾶσα περαιτέρω ἐργασία πρὸς ἐπανόρθωσιν τῶν ἀγώνων ἐν οἷς ἐστήριξε τὴν ὕπαρξιν αὐτοῦ ὁ ἑλληνικὸς λαὸς εἶναι ἀδύνατος, κατέλαβεν ἡ ἐπιτροπὴ ἀπόφασιν νὰ ἀπευθυνθῇ πρὸς ὅλους τοὺς πολίτας. xyxy=(558,915,781,977)
article-text: Παρῆλθον πολλαὶ ἡμέραι, καθ' ἃς ἠγνοεῖτο ἡ τύχη των, ὅτε μετὰ ὀκτάωρον διεγράφη παρὰ τὴν Νέαν Ἔφεσον ἀνεκαλύφθησαν 17 πτώματα ἐπιπλέοντα ἐπὶ τῆς ἐπιφανείας τῆς θαλάσσης. xyxy=(322,745,545,806)
divider xyxy=(131,1026,265,1027)
table-row xyxy=(86,475,314,487)
headline: ΚΟΡΣΕΔΕΣ ΕΓΧΩΡΙΟΥΣ xyxy=(1052,1042,1256,1061)
headline: ΔΙΟΙΚΗΤΗΣ ΚΡΗΤΗΣ xyxy=(1060,430,1248,449)
latest-hour-banner xyxy=(794,438,1077,585)
headline: ΟΙ ΕΝ ΚΩΝ)ΠΟΛΕΙ ΠΡΕΣΒΕΥΤΑΙ xyxy=(823,814,988,850)
article-text: Ὁ διοικητὴς τῆς Ὀθωμανικῆς Τραπέζης σὶρ Ἔδγαρ Βίνσεντ ἀπελθὼν εἰς Λονδῖνον θὰ συνεννοηθῇ μετὰ τῶν ἐκεῖ τραπεζιτικῶν οἴκων περὶ τοῦ δανείου τούτου, ὡς καὶ περὶ τῆς ἐξευρέσεως τοῦ ἀπαιτηθησομένου διὰ τὴν ἐνοποίησιν τῶν παλαιῶν χρεῶν ποσοῦ. xyxy=(794,728,1017,802)
article-text: ΦΙΟΥΜΙ (διὰ Κερκύρας) 2 Ὀκτωβρίου.—Ὁ ἡγεμὼν τοῦ Μαυροβουνίου ἀφίκετο μεταβαίνων εἰς Ἰταλίαν. xyxy=(1030,576,1278,612)
article-text: Ἀποθανούσα χθὲς κηδεύεται σήμερον ἡ νεαρὰ σύζυγος τοῦ φίλου κ. Ν. Κόκου, Φωτεινή, γυνὴ ἐνάρετος καὶ διὰ τοῦτο ἀγαπωμένη. Εἰς τὸν σύζυγον τῆς μεταστάσης ἐκφράζομεν τὰ θερμὰ ἡμῶν συλλυπητήρια. xyxy=(558,1422,781,1496)
article-text: Κατὰ τινας πληροφορίας πρὸ τινων ἡμερῶν τριάκοντα Σάμιοι ἐθελονταὶ ἀνεχώρησαν ἐκ Σύρου διὰ τοῦ ἱστιοφόρου τοῦ πλοιάρχου Μαυροειδῆ, ἐπιστρέφοντες εἰς τὴν πατρίδα των. Κατὰ τὸν πλοῦν τὸ ἱστιοφόρον ἐπὶ τοῦ ὁποίου ἐπέβαινον ὠθήθη ὑπὸ τοῦ τουρκικοῦ πλοίου εἰς τὴν Ν. Ἔφεσον. xyxy=(322,642,545,741)
article-text: — Προσεχῶς ἐκδίδεται ἡ «Φρενολογία» Maugunt. xyxy=(794,407,1017,431)
subheadline: Τί γράφει ὁ γερμανικὸς τύπος xyxy=(1058,449,1250,463)
divider xyxy=(367,812,501,813)
article-text: Λαθρεμπορίου 400 ὀκάδ. σιγαροχάρτου ἀνεκαλύφθη ὑπὸ τῆς ἀστυνομίας Αἰτωλικοῦ πρόχθες. xyxy=(558,463,781,500)
article-text: Καθὰ τηλεγραφεῖ ὁ διοικητὴς τοῦ ἐν Φθιώτιδι στρατοῦ συνταγματάρχης κ. Κακλαμάνος, ἡ ἐλλογκριβὴς ἀπόλυσις τῶν ἐφέδρων θέλει συντελεσθῇ μέχρι τῆς 11 τοῦ ἐσταμένου μηνός. Ἤδη διευθύνονται τῆς ἐπιστροφῆς αὐτῶν καὶ διὰ τοῦ ὑπουργείου τῶν Ναυτικῶν διέταξε τὸν κυβερνήτην τῆς «Κίσσα» ὅπως παραλάβῃ τοὺς ἐφέδρους. xyxy=(86,1419,309,1518)
article-text: Χρυσὸς καὶ συνάλλαγμα ἀνετιμήθησαν κατ' ἀκολουθίαν ἐλλείψεως προσφορῶν, καθότι αἱ προτεινόμεναι ἐκ Πατρῶν τιμαὶ ἦσαν κατὰ πολὺ ἀνώτεραι ἐκείνων, τὰς ὁποίας προσφέρουν αἱ ἐνταῦθα Τράπεζαι. Ἀλλ' εἰς τὴν ἀνατίμησιν ταύτην τὰ μάλα συνετέλεσαν αἱ ἐκ μέρους τῶν ἐμπόρων καθὼς καὶ ἐμπόρων ἀποικιακῶν ζητήσεις, οἵτινες προέβησαν εἰς σχετικὰς μεγάλας ἀγοράς. xyxy=(86,276,309,399)
divider xyxy=(131,726,265,727)
columns xyxy=(80,92,1520,2232)
table-cell xyxy=(199,499,276,511)
table-cell: Σιδηρ. Θεσ. xyxy=(88,452,141,463)
telegram-label: [ΙΔΙΑΙΤΕΡΟΝ ΤΗΛΕΓΡΑΦΗΜΑ ΤΟΥ «ΕΜΠΡΟΣ»] xyxy=(1039,563,1269,574)
ad-line: Occasion xyxy=(1120,977,1188,991)
page-number: 3 xyxy=(1507,60,1520,80)
article-text: Οἱ λεμβοῦχοι τοῦ Πειραιῶς μὲ βάσιν τὴν ἐκδοθεῖσαν διάταξιν τοῦ λιμεναρχείου διὰ τὴν ἐπιβίβασιν τῶν ἐπιβατῶν ὑπέβαλον αἴτησιν πρὸς τὸ ὑπουργεῖον. Χθὲς ἐν τῷ ἐν Πειραιεῖ ναυπηγείῳ xyxy=(322,1236,545,1297)
ad-line: ΕΙΣ ΤΟΝ xyxy=(1124,898,1184,910)
divider xyxy=(1080,1327,1229,1328)
column-5 xyxy=(1024,92,1284,2232)
signatory-name: ΛΟΥΚΑΣ Γ. ΜΠΕΛΛΟΣ xyxy=(613,1087,726,1099)
table-cell: Λαύριο xyxy=(88,416,121,427)
table-row xyxy=(86,415,314,427)
table-cell: 177.50 xyxy=(280,404,313,415)
table-cell: 38.10 xyxy=(286,440,313,451)
article-text: Μετὰ μεσημβρίαν τῆς χθὲς ὁ ἐνταῦθα πρεσβευτὴς τῆς Ἀγγλίας συνοδευόμενος καὶ παρὰ τοῦ κ. Λόου ἀντιπροσώπου τῆς Ἀγγλίας ἐν τῇ Διεθνεῖ Ἐπιτροπῇ ἐπεσκέφθησαν τὸν πρωθυπουργὸν ἐν τῷ ὑπουργείῳ τῶν Ἐσωτερικῶν, παραμείναντες ἐπὶ ἀρκετὸν συνδιαλεγόμενοι μετ' αὐτοῦ. xyxy=(86,1269,309,1355)
divider xyxy=(131,1228,265,1229)
article-text: ἐδικάσθησαν πέντε ναῦται κατηγορούμενοι ἐπὶ λιποταξίᾳ εἰς τὸ ἐξωτερικόν. Ἐκ τούτων ὁ Ἀνδρ. Κλήρας κατεδικάσθη εἰς τριῶν μηνῶν φυλάκισιν, ὁ Γ. Κονιγής εἰς ἓξ μηνῶν τῶν λοιπῶν ἀθωωθέντων. xyxy=(558,92,781,166)
article-text: — Διορίζεται καθηγητὴς τῆς Ἑλληνικῆς καὶ Ναυτικῆς Ἱστορίας καὶ τῆς γεωγραφίας παρὰ τῇ Σχολῇ τῶν Ναυτικῶν Δοκίμων ὁ κ. Κ. Ρόζος. xyxy=(558,1224,781,1274)
headline: ΤΟ ΣΥΝΕΔΡΙΟΝ ΤΩΝ ΓΕΡΜΑΝΩΝ ΣΟΣΙΑΛΙΣΤΩΝ xyxy=(343,818,524,871)
divider xyxy=(839,1267,973,1268)
article-text: Μετὰ τὴν ἀκατονόμαστον ἀδοξίαν καὶ τὴν αἰσχροτέραν καταστροφήν, τὴν ὁποίαν ὑπέστη τὸ ἔθνος ἐκ τῆς ἀνικανότητος τῶν κυβερνητῶν, συνῆλθον τινες τῶν πολιτῶν καὶ συνέστησαν τὸν Σύνδεσμον τῆς Ἐθνικῆς Τιμῆς, σκοπὸς τοῦ ὁποίου εἶναι ἡ προαγωγὴ τῆς ἐθνικῆς ἀναγεννήσεως καὶ ἡ ἐξύψωσις τοῦ στρατοῦ. xyxy=(558,813,781,912)
divider xyxy=(603,772,737,773)
article-text: Εἰς Ναύσταθμον κατέπλευσεν ἐκ Πειραιῶς τὸ ἀνθυπεράκτων «Εὐρώτας» καὶ ἡ θωρακοβόλος «Β. Γεώργιος» προερχόμενοι ἐκ τῆς Δυτικῆς Ἑλλάδος. xyxy=(322,1118,545,1167)
table-cell: 96.50 xyxy=(154,451,199,463)
article-text: Ὁ Βέβελ ἀντεπεξῆλθε κατὰ τῆς προτάσεως ταύτης, εἰπὼν ὅτι οἱ σοσιαλισταὶ ὀφείλουσι νὰ φυλάξωσι ἄπαρα τὰ κεράμια ὅσα ἔλαβον ἐν ταῖς ἐκλογαῖς καὶ 90,000 ψήφους κατ' ἔτος. Ἐπίσης ἡ ἀνεπάρκεια τοῦ σοσιαλιστικοῦ προγράμματος ἐπὶ τοῦ συνεδρίου. xyxy=(322,1001,545,1088)
subheadline: Παρὰ τῷ κ. πρωθυπουργῷ xyxy=(115,1253,280,1267)
table-row xyxy=(86,451,314,463)
